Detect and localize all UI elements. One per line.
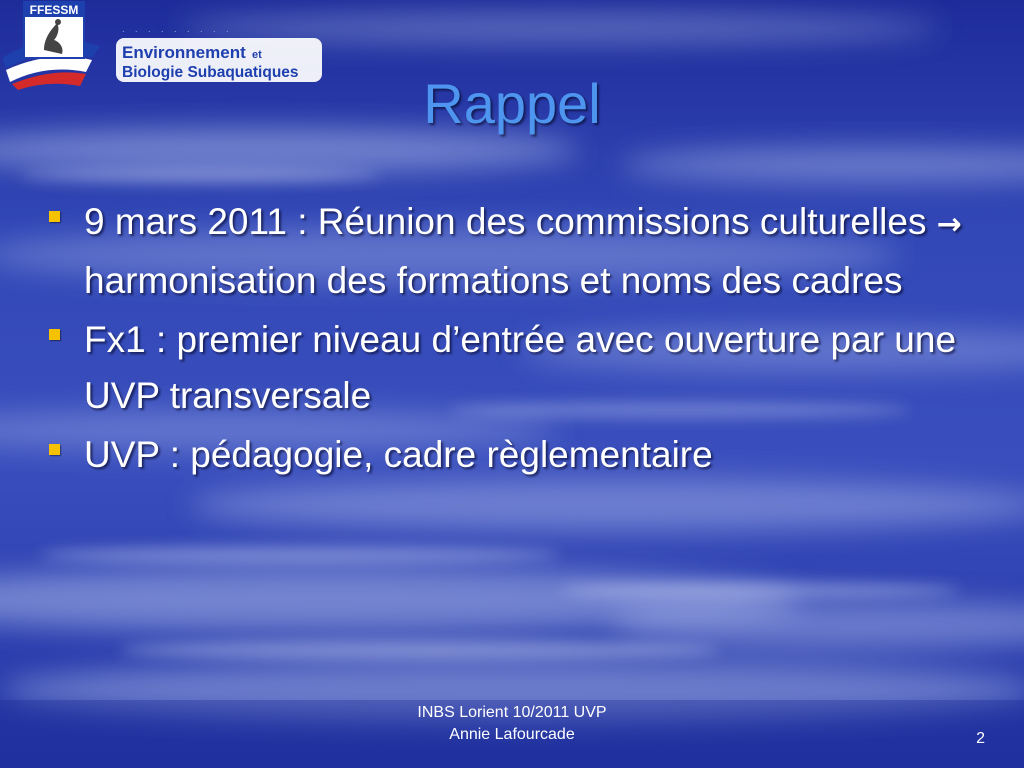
- footer-line-2: Annie Lafourcade: [449, 726, 575, 743]
- bullet-text-continued: harmonisation des formations et noms des cadres: [84, 260, 903, 301]
- bullet-list: [46, 194, 996, 486]
- slide-title: Rappel: [423, 72, 601, 135]
- bullet-text: Fx1 : premier niveau d’entrée avec ouverture par une UVP transversale: [84, 319, 957, 416]
- bullet-item: [46, 427, 996, 483]
- bullet-text: 9 mars 2011 : Réunion des commissions culturelles: [84, 201, 937, 242]
- svg-text:FFESSM: FFESSM: [29, 3, 79, 17]
- bullet-square-icon: [49, 329, 60, 340]
- bullet-square-icon: [49, 211, 60, 222]
- bullet-text: UVP : pédagogie, cadre règlementaire: [84, 434, 713, 475]
- svg-text:Environnement: Environnement: [122, 43, 246, 62]
- footer-line-1: INBS Lorient 10/2011 UVP: [417, 704, 607, 721]
- right-arrow-icon: →: [936, 207, 962, 242]
- svg-text:Biologie Subaquatiques: Biologie Subaquatiques: [122, 64, 299, 81]
- bullet-square-icon: [49, 444, 60, 455]
- footer: [362, 702, 662, 746]
- svg-text:. . . . . . . . .: . . . . . . . . .: [122, 24, 233, 34]
- bullet-item: [46, 194, 996, 309]
- page-number: 2: [976, 730, 985, 747]
- bullet-item: [46, 312, 996, 424]
- svg-text:et: et: [252, 49, 262, 61]
